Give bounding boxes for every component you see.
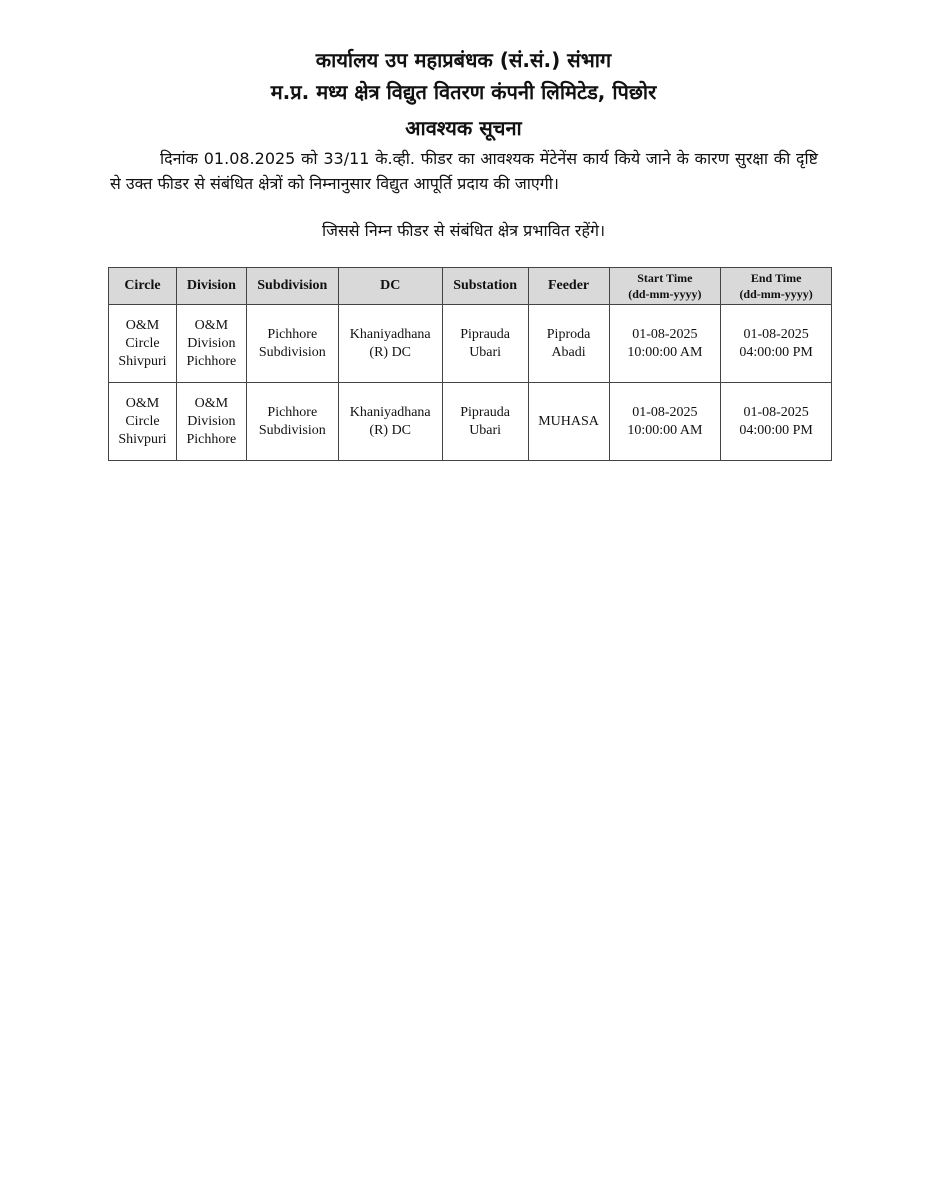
cell-substation: Piprauda Ubari xyxy=(442,305,528,383)
cell-division: O&M Division Pichhore xyxy=(176,383,246,461)
table-row xyxy=(109,305,832,383)
cell-substation: Piprauda Ubari xyxy=(442,383,528,461)
cell-dc: Khaniyadhana (R) DC xyxy=(338,305,442,383)
header-subdivision: Subdivision xyxy=(246,268,338,305)
header-end-time: End Time (dd-mm-yyyy) xyxy=(721,268,832,305)
cell-division: O&M Division Pichhore xyxy=(176,305,246,383)
header-dc: DC xyxy=(338,268,442,305)
cell-subdivision: Pichhore Subdivision xyxy=(246,383,338,461)
header-start-time: Start Time (dd-mm-yyyy) xyxy=(609,268,721,305)
header-substation: Substation xyxy=(442,268,528,305)
header-circle: Circle xyxy=(109,268,177,305)
cell-feeder: Piproda Abadi xyxy=(528,305,609,383)
cell-end-time: 01-08-2025 04:00:00 PM xyxy=(721,383,832,461)
outage-schedule-table xyxy=(108,267,832,461)
cell-start-time: 01-08-2025 10:00:00 AM xyxy=(609,383,721,461)
affected-areas-line: जिससे निम्न फीडर से संबंधित क्षेत्र प्रभावित रहेंगे। xyxy=(321,221,606,240)
cell-start-time: 01-08-2025 10:00:00 AM xyxy=(609,305,721,383)
table-header-row xyxy=(109,268,832,305)
office-title: कार्यालय उप महाप्रबंधक (सं.सं.) संभाग xyxy=(315,48,612,72)
notice-heading: आवश्यक सूचना xyxy=(405,116,522,140)
cell-circle: O&M Circle Shivpuri xyxy=(109,305,177,383)
notice-paragraph: दिनांक 01.08.2025 को 33/11 के.व्ही. फीडर का आवश्यक मेंटेनेंस कार्य किये जाने के कारण सुरक्षा की दृष्टि से उक्त फीडर से संबंधित क्षेत्रों को निम्नानुसार विद्युत आपूर्ति प्रदाय की जाएगी। xyxy=(110,149,818,193)
cell-circle: O&M Circle Shivpuri xyxy=(109,383,177,461)
cell-feeder: MUHASA xyxy=(528,383,609,461)
cell-subdivision: Pichhore Subdivision xyxy=(246,305,338,383)
header-division: Division xyxy=(176,268,246,305)
header-feeder: Feeder xyxy=(528,268,609,305)
cell-dc: Khaniyadhana (R) DC xyxy=(338,383,442,461)
cell-end-time: 01-08-2025 04:00:00 PM xyxy=(721,305,832,383)
company-name: म.प्र. मध्य क्षेत्र विद्युत वितरण कंपनी लिमिटेड, पिछोर xyxy=(270,80,657,104)
table-row xyxy=(109,383,832,461)
